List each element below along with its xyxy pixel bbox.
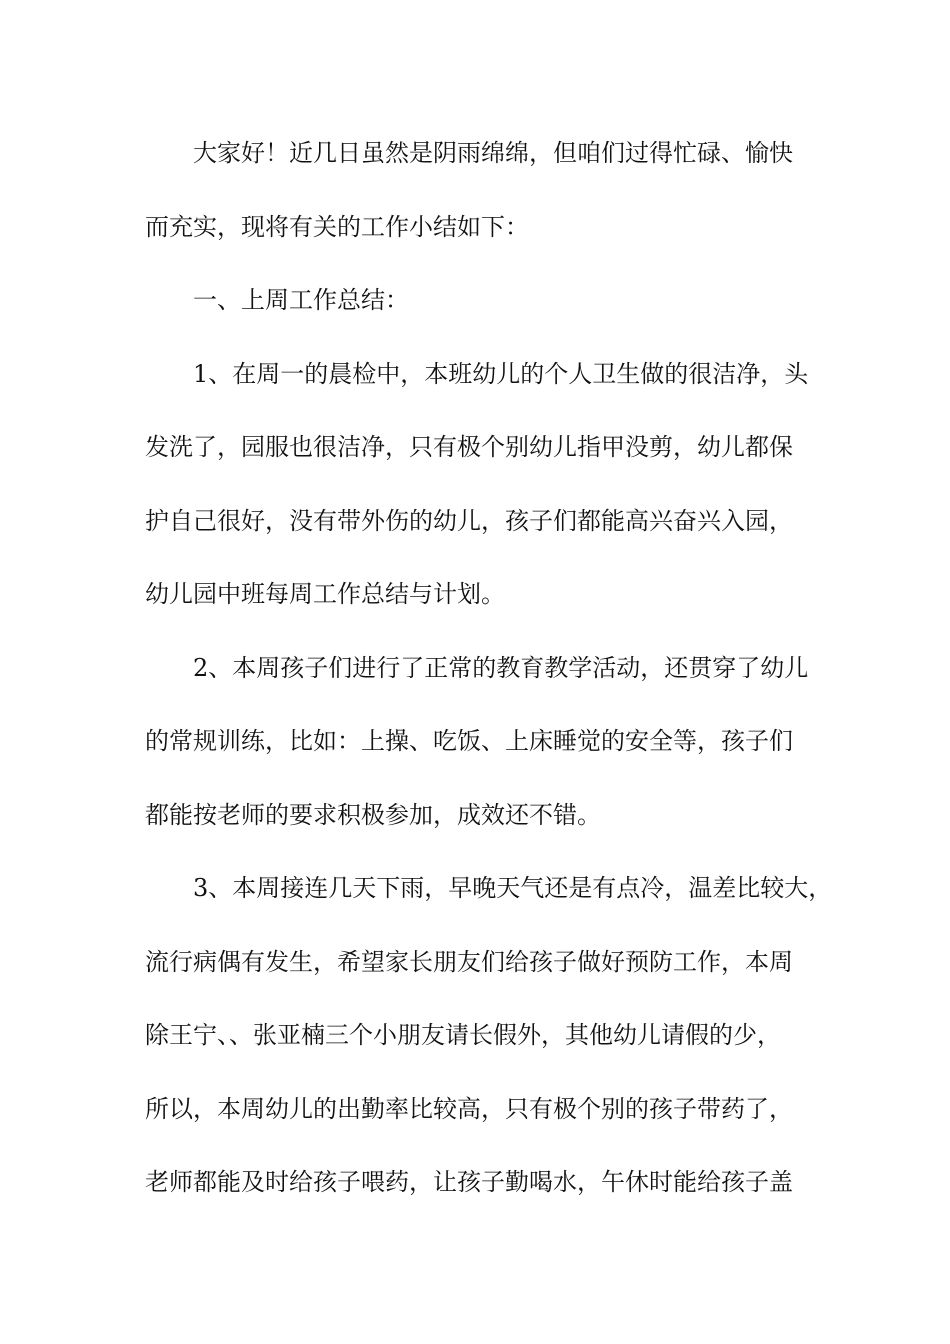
text-line: 幼儿园中班每周工作总结与计划。	[145, 580, 505, 608]
text-line: 流行病偶有发生，希望家长朋友们给孩子做好预防工作，本周	[145, 947, 793, 976]
text-line: 大家好！近几日虽然是阴雨绵绵，但咱们过得忙碌、愉快	[193, 139, 793, 167]
text-line: 护自己很好，没有带外伤的幼儿，孩子们都能高兴奋兴入园，	[145, 506, 793, 535]
text-line: 除王宁、、张亚楠三个小朋友请长假外，其他幼儿请假的少，	[145, 1021, 781, 1049]
text-line: 3、本周接连几天下雨，早晚天气还是有点冷，温差比较大，	[193, 874, 833, 902]
text-line: 老师都能及时给孩子喂药，让孩子勤喝水，午休时能给孩子盖	[145, 1168, 793, 1196]
text-line: 2、本周孩子们进行了正常的教育教学活动，还贯穿了幼儿	[193, 653, 809, 682]
section-heading: 一、上周工作总结：	[193, 286, 409, 314]
text-line: 发洗了，园服也很洁净，只有极个别幼儿指甲没剪，幼儿都保	[145, 433, 793, 461]
text-line: 1、在周一的晨检中，本班幼儿的个人卫生做的很洁净，头	[193, 359, 809, 388]
text-line: 都能按老师的要求积极参加，成效还不错。	[145, 800, 601, 829]
document-body	[145, 130, 835, 1233]
text-line: 所以，本周幼儿的出勤率比较高，只有极个别的孩子带药了，	[145, 1094, 793, 1123]
text-line: 而充实，现将有关的工作小结如下：	[145, 212, 529, 241]
text-line: 的常规训练，比如：上操、吃饭、上床睡觉的安全等，孩子们	[145, 727, 793, 755]
